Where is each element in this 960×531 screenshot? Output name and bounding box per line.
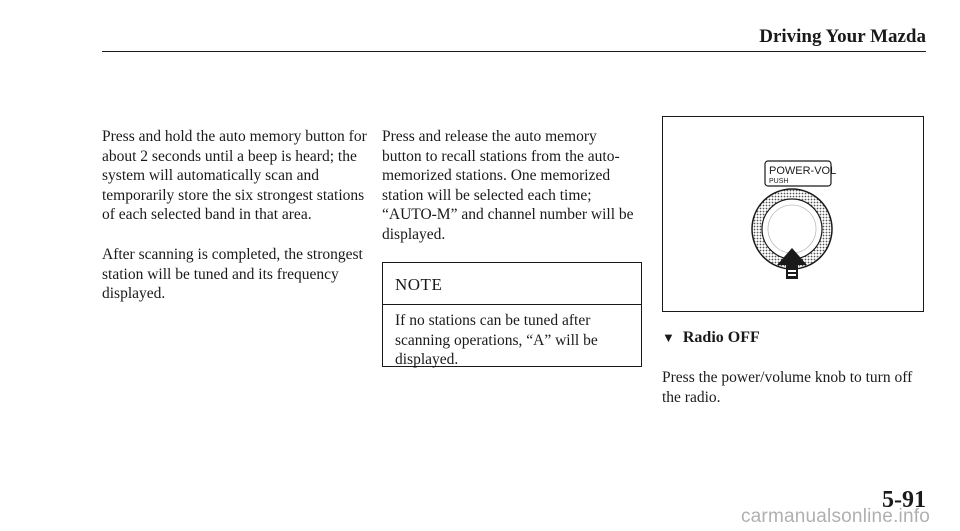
power-volume-knob-figure xyxy=(662,116,924,312)
triangle-down-icon: ▼ xyxy=(662,330,675,345)
knob-illustration xyxy=(663,117,925,313)
scan-complete-paragraph: After scanning is completed, the strongest station will be tuned and its frequency displayed. xyxy=(102,245,363,303)
note-text: If no stations can be tuned after scanning operations, “A” will be displayed. xyxy=(395,312,598,369)
radio-off-heading xyxy=(662,329,760,347)
auto-memory-hold-paragraph: Press and hold the auto memory button for about 2 seconds until a beep is heard; the system will automatically scan and temporarily store the six strongest stations of each selected band in that area. xyxy=(102,128,367,224)
header-rule xyxy=(102,51,926,52)
note-divider xyxy=(383,304,641,305)
column-2 xyxy=(382,127,640,245)
note-box xyxy=(382,262,642,367)
auto-memory-recall-paragraph: Press and release the auto memory button to recall stations from the auto-memorized stations. One memorized station will be selected each time; “AUTO-M” and channel number will be displayed. xyxy=(382,128,634,243)
note-title: NOTE xyxy=(395,275,443,294)
watermark: carmanualsonline.info xyxy=(740,506,930,527)
knob-sublabel: PUSH xyxy=(769,178,789,185)
column-3 xyxy=(662,368,924,407)
page-header-title: Driving Your Mazda xyxy=(759,26,926,47)
radio-off-paragraph: Press the power/volume knob to turn off the radio. xyxy=(662,369,913,406)
knob-label: POWER-VOL xyxy=(769,165,837,177)
column-1 xyxy=(102,127,372,304)
page-number: 5-91 xyxy=(882,487,926,513)
radio-off-heading-text: Radio OFF xyxy=(682,329,760,346)
